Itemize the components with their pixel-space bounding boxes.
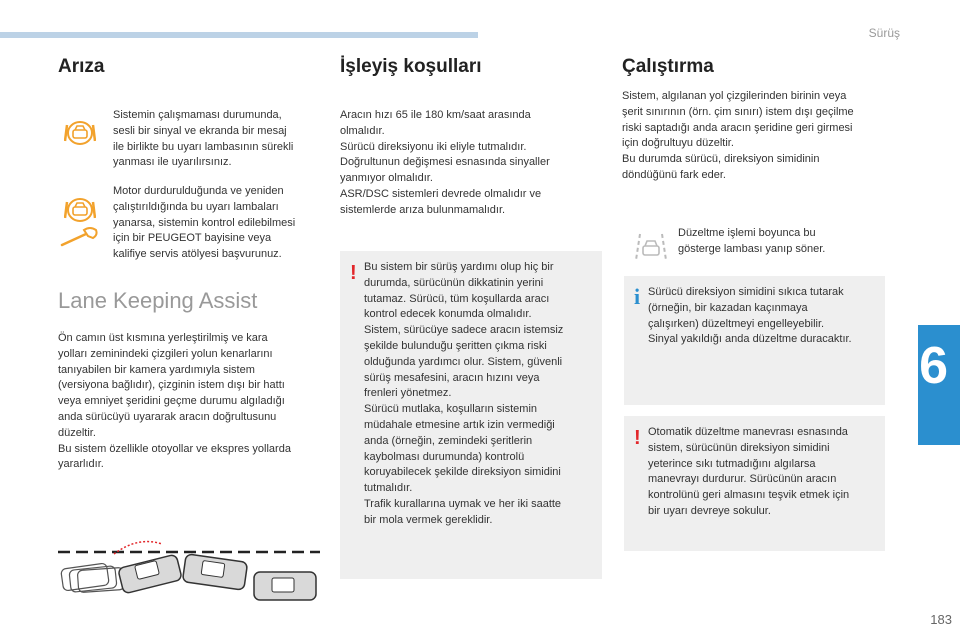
column-conditions xyxy=(340,0,602,640)
info-text: Sürücü direksiyon simidini sıkıca tutarak (örneğin, bir kazadan kaçınmaya çalışırken) düzeltmeyi engelleyebilir. Sinyal yakıldığı anda düzeltme duracaktır. xyxy=(648,286,852,346)
warning-icon: ! xyxy=(350,262,357,284)
warning-box-auto-correction xyxy=(624,416,885,551)
conditions-paragraph: Aracın hızı 65 ile 180 km/saat arasında olmalıdır. Sürücü direksiyonu iki eliyle tutmalıdır. Doğrultunun değişmesi esnasında sinyaller yanmıyor olmalıdır. ASR/DSC sistemleri devrede olmalıdır ve sistemlerde arıza bulunmamalıdır. xyxy=(340,109,550,216)
lane-warning-lamp-icon xyxy=(64,119,96,147)
operation-paragraph: Sistem, algılanan yol çizgilerinden birinin veya şerit sınırının (örn. çim sınırı) istem dışı geçilme riski saptadığı anda aracın şeridine geri girmesi için doğrultuyu düzeltir. Bu durumda sürücü, direksiyon simidinin döndüğünü fark eder. xyxy=(622,90,854,181)
fault-paragraph: Sistemin çalışmaması durumunda, sesli bir sinyal ve ekranda bir mesaj ile birlikte bu uyarı lambasının sürekli yanması ile uyarılırsınız. xyxy=(113,109,294,169)
lane-keeping-assist-title: Lane Keeping Assist xyxy=(58,288,258,313)
chapter-number: 6 xyxy=(919,337,948,395)
auto-correction-warning-text: Otomatik düzeltme manevrası esnasında sistem, sürücünün direksiyon simidini yeterince sıkı tutmadığını algılarsa manevrayı durdurur. Sürücünün aracın kontrolünü geri almasını teşvik etmek için bir uyarı devreye sokulur. xyxy=(648,426,850,517)
warning-icon: ! xyxy=(634,427,641,449)
restart-paragraph: Motor durdurulduğunda ve yeniden çalıştırıldığında bu uyarı lambaları yanarsa, sistemin kontrol edilebilmesi için bir PEUGEOT bayisine veya kalifiye servis atölyesi başvurunuz. xyxy=(113,185,296,261)
warning-box-driver-responsibility xyxy=(340,251,602,579)
section-title-conditions: İşleyiş koşulları xyxy=(340,56,482,77)
info-icon: i xyxy=(634,284,641,309)
column-ariza xyxy=(58,0,323,640)
service-wrench-icon xyxy=(60,226,102,248)
column-operation xyxy=(622,0,885,640)
correction-lamp-text: Düzeltme işlemi boyunca bu gösterge lambası yanıp söner. xyxy=(678,227,826,255)
lane-correction-illustration xyxy=(58,536,320,612)
section-title-ariza: Arıza xyxy=(58,56,105,77)
section-label: Sürüş xyxy=(868,26,900,40)
page-number: 183 xyxy=(930,612,952,627)
lane-warning-lamp-icon xyxy=(64,196,96,224)
warning-text: Bu sistem bir sürüş yardımı olup hiç bir durumda, sürücünün dikkatinin yerini tutamaz. Sürücü, tüm koşullarda aracı kontrol edecek konumda olmalıdır. Sistem, sürücüye sadece aracın istemsiz şekilde bulunduğu şeritten çıkma riski olduğunda yardımcı olur. Sistem, güvenli sürüş mesafesini, aracın hızını veya frenleri yönetmez. Sürücü mutlaka, koşulların sistemin müdahale etmesine artık izin vermediği anda (örneğin, zemindeki şeritlerin kaybolması durumunda) kontrolü koruyabilecek şekilde direksiyon simidini tutmalıdır. Trafik kurallarına uymak ve her iki saatte bir mola vermek gereklidir. xyxy=(364,261,564,526)
lane-keeping-description: Ön camın üst kısmına yerleştirilmiş ve kara yolları zeminindeki çizgileri yolun kenarlarını tanıyabilen bir kamera yardımıyla sistem (versiyona bağlıdır), çizginin istem dışı bir hattı veya emniyet şeridini geçme durumu algıladığı anda sürücüyü uyararak aracın doğrultusunu düzeltir. Bu sistem özellikle otoyollar ve ekspres yollarda yararlıdır. xyxy=(58,332,291,471)
info-box-override xyxy=(624,276,885,405)
correction-active-lamp-icon xyxy=(634,232,668,262)
section-title-operation: Çalıştırma xyxy=(622,56,714,77)
